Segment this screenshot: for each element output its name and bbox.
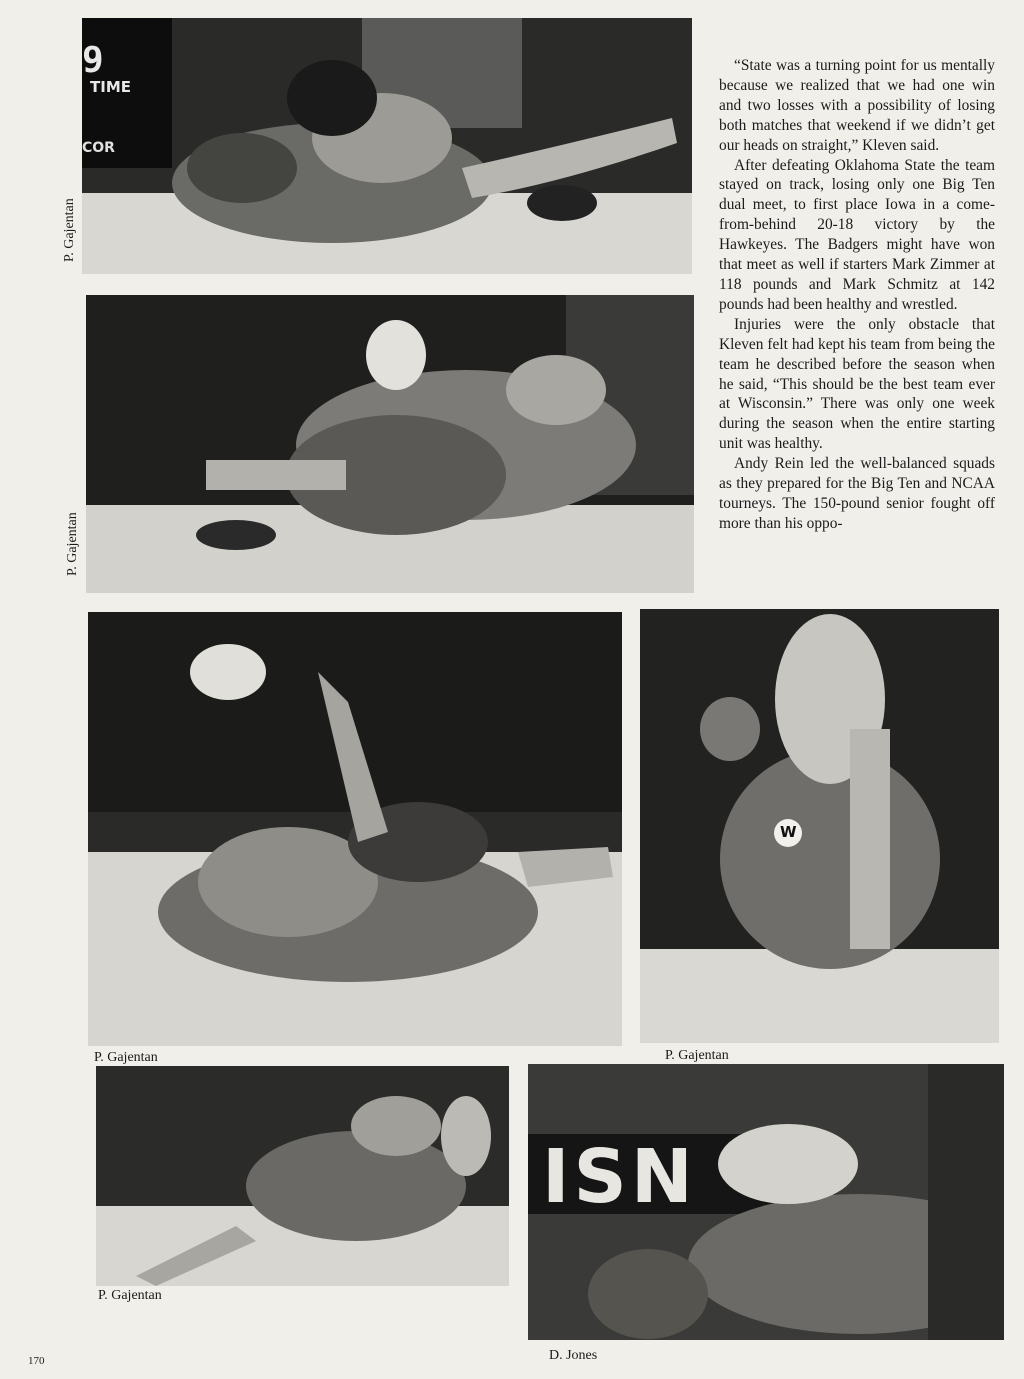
scoreboard-time-label: TIME (90, 78, 131, 96)
banner-letters: ISN (542, 1134, 697, 1220)
photo-credit-5: P. Gajentan (98, 1288, 162, 1303)
article-paragraph: Andy Rein led the well-balanced squads as they prepared for the Big Ten and NCAA tourneys. The 150-pound senior fought off more than his oppo- (719, 455, 995, 532)
wrestling-photo-2 (86, 295, 694, 593)
wrestling-photo-4 (640, 609, 999, 1043)
page-number: 170 (28, 1355, 45, 1367)
wrestling-photo-5 (96, 1066, 509, 1286)
photo-credit-3: P. Gajentan (94, 1050, 158, 1065)
photo-credit-1: P. Gajentan (62, 198, 77, 262)
wrestling-photo-1 (82, 18, 692, 274)
article-paragraph: Injuries were the only obstacle that Kleven felt had kept his team from being the team he described before the season when he said, “This should be the best team ever at Wisconsin.” There was only one week during the season when the entire starting unit was healthy. (719, 315, 995, 453)
singlet-logo: W (780, 823, 797, 841)
photo-credit-4: P. Gajentan (665, 1048, 729, 1063)
article-paragraph: After defeating Oklahoma State the team stayed on track, losing only one Big Ten dual meet, to first place Iowa in a come-from-behind 20-18 victory by the Hawkeyes. The Badgers might have won that meet as well if starters Mark Zimmer at 118 pounds and Mark Schmitz at 142 pounds had been healthy and wrestled. (719, 156, 995, 313)
wrestling-photo-6 (528, 1064, 1004, 1340)
photo-credit-6: D. Jones (549, 1348, 598, 1363)
photo-credit-2: P. Gajentan (65, 512, 80, 576)
scoreboard-digit: 9 (82, 40, 104, 81)
article-paragraph: “State was a turning point for us mentally because we realized that we had one win and two losses with a possibility of losing both matches that weekend if we didn’t get our heads on straight,” Kleven said. (719, 57, 995, 154)
article-body (719, 56, 995, 534)
scoreboard-partial-label: COR (82, 140, 115, 156)
wrestling-photo-3 (88, 612, 622, 1046)
